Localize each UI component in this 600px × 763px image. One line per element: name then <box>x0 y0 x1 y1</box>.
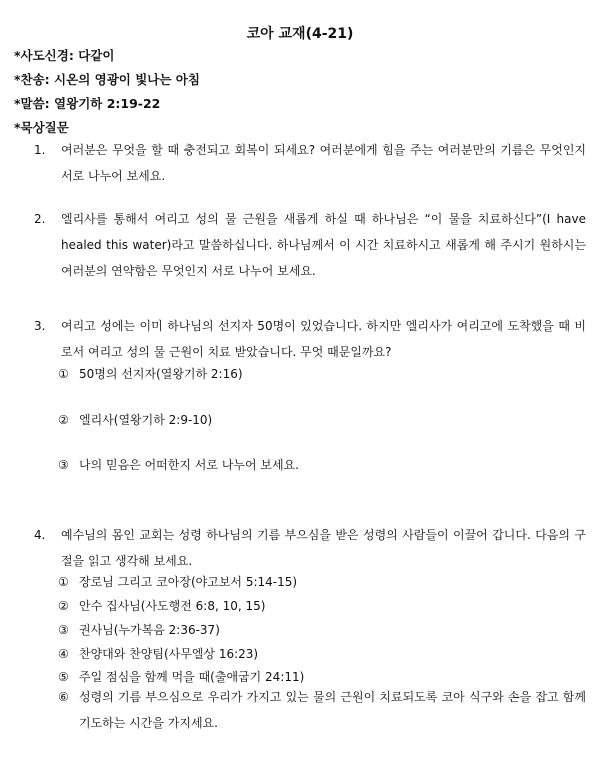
questions-heading: *묵상질문 <box>14 120 69 135</box>
question-number: 1. <box>34 143 46 157</box>
option-mark: ① <box>58 575 69 589</box>
question-4 <box>34 522 586 574</box>
question-text: 여러분은 무엇을 할 때 충전되고 회복이 되세요? 여러분에게 힘을 주는 여러분만의 기름은 무엇인지 서로 나누어 보세요. <box>61 143 586 183</box>
question-1 <box>34 137 586 189</box>
option-text: 찬양대와 찬양팀(사무엘상 16:23) <box>79 647 259 661</box>
page-title: 코아 교재(4-21) <box>246 26 354 42</box>
scripture-line: *말씀: 열왕기하 2:19-22 <box>14 96 161 111</box>
option-text: 장로님 그리고 코아장(야고보서 5:14-15) <box>79 575 298 589</box>
question-text: 여리고 성에는 이미 하나님의 선지자 50명이 있었습니다. 하지만 엘리사가 여리고에 도착했을 때 비로서 여리고 성의 물 근원이 치료 받았습니다. 무엇 때문일까요? <box>61 319 586 359</box>
question-number: 2. <box>34 212 46 226</box>
option-text: 성령의 기름 부으심으로 우리가 가지고 있는 물의 근원이 치료되도록 코아 식구와 손을 잡고 함께 기도하는 시간을 가지세요. <box>79 690 586 730</box>
question-3 <box>34 313 586 365</box>
option-text: 나의 믿음은 어떠한지 서로 나누어 보세요. <box>79 458 299 472</box>
option-text: 50명의 선지자(열왕기하 2:16) <box>79 367 243 381</box>
q3-option-2 <box>58 407 212 433</box>
q4-option-2 <box>58 593 265 619</box>
q3-option-3 <box>58 452 299 478</box>
option-mark: ③ <box>58 458 69 472</box>
question-2 <box>34 206 586 284</box>
option-mark: ② <box>58 599 69 613</box>
q4-option-3 <box>58 617 220 643</box>
option-text: 안수 집사님(사도행전 6:8, 10, 15) <box>79 599 266 613</box>
question-number: 3. <box>34 319 46 333</box>
question-number: 4. <box>34 528 46 542</box>
option-mark: ③ <box>58 623 69 637</box>
question-text: 엘리사를 통해서 여리고 성의 물 근원을 새롭게 하실 때 하나님은 “이 물을 치료하신다”(I have healed this water)라고 말씀하십니다. 하나님께서 이 시간 치료하시고 새롭게 해 주시기 원하시는 여러분의 연약함은 무엇인지 서로 나누어 보세요. <box>61 212 586 278</box>
q4-option-6 <box>58 684 586 736</box>
q3-option-1 <box>58 361 243 387</box>
hymn-line: *찬송: 시온의 영광이 빛나는 아침 <box>14 72 200 87</box>
option-text: 권사님(누가복음 2:36-37) <box>79 623 220 637</box>
option-text: 주일 점심을 함께 먹을 때(출애굽기 24:11) <box>79 670 305 684</box>
option-mark: ① <box>58 367 69 381</box>
option-text: 엘리사(열왕기하 2:9-10) <box>79 413 213 427</box>
option-mark: ⑤ <box>58 670 69 684</box>
option-mark: ⑥ <box>58 690 69 704</box>
creed-line: *사도신경: 다같이 <box>14 48 115 63</box>
option-mark: ④ <box>58 647 69 661</box>
question-text: 예수님의 몸인 교회는 성령 하나님의 기름 부으심을 받은 성령의 사람들이 이끌어 갑니다. 다음의 구절을 읽고 생각해 보세요. <box>61 528 586 568</box>
q4-option-1 <box>58 569 297 595</box>
option-mark: ② <box>58 413 69 427</box>
